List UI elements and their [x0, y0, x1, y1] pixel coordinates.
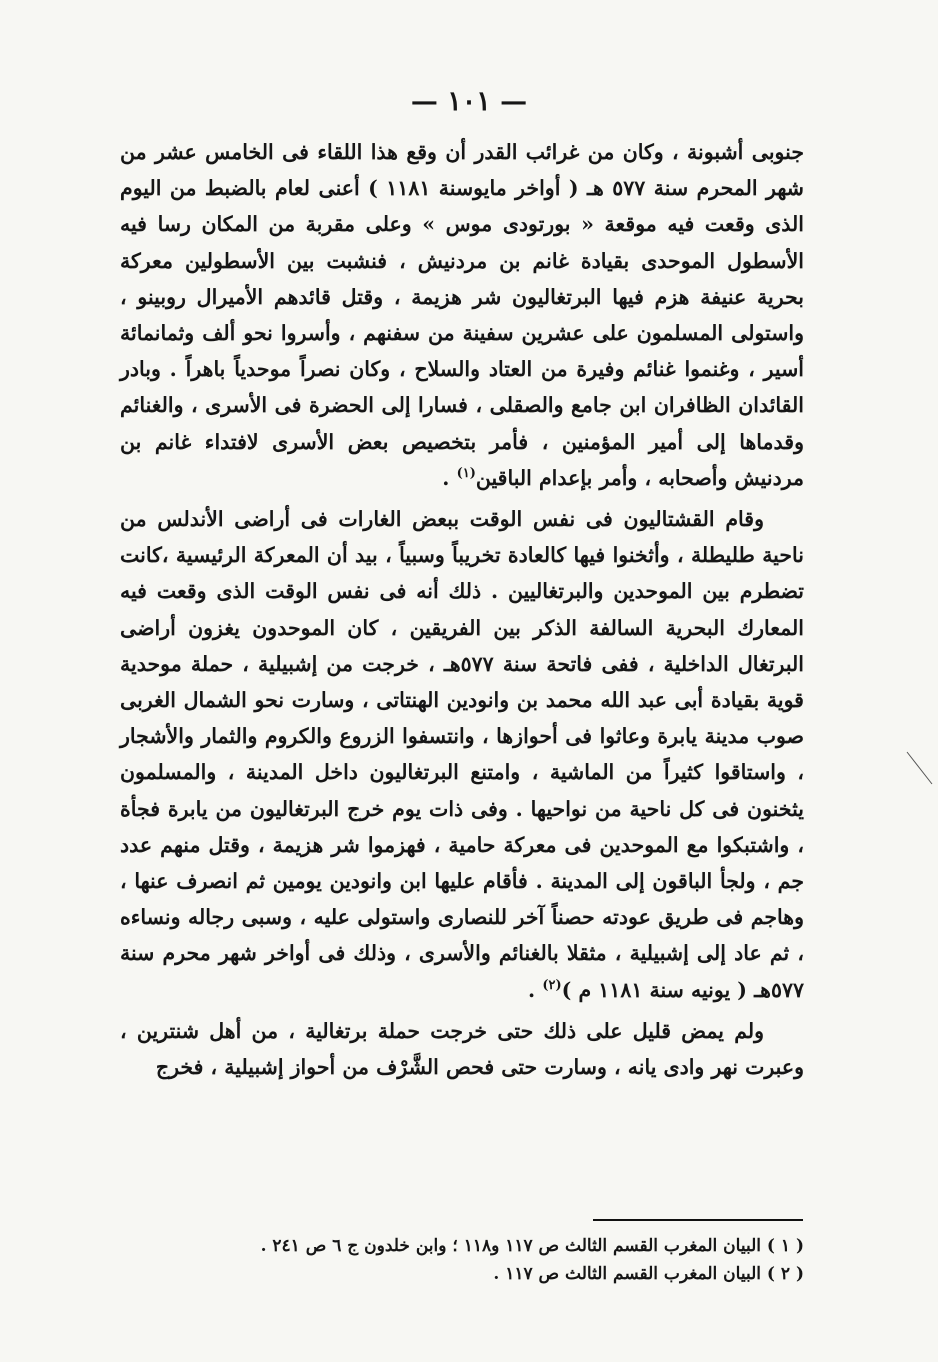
- footnotes: [170, 1232, 804, 1288]
- paragraph-end: .: [442, 465, 457, 490]
- footnote-divider: [593, 1219, 803, 1221]
- paragraph-end: .: [528, 977, 543, 1002]
- paragraph-text: جنوبى أشبونة ، وكان من غرائب القدر أن وقع هذا اللقاء فى الخامس عشر من شهر المحرم سنة ٥٧٧ هـ ( أواخر مايوسنة ١١٨١ ) أعنى لعام بالضبط من اليوم الذى وقعت فيه موقعة « بورتودى موس » وعلى مقربة من المكان رسا فيه الأسطول الموحدى بقيادة غانم بن مردنيش ، فنشبت بين الأسطولين معركة بحرية عنيفة هزم فيها البرتغاليون شر هزيمة ، وقتل قائدهم الأميرال روبينو ، واستولى المسلمون على عشرين سفينة من سفنهم ، وأسروا نحو ألف وثمانمائة أسير ، وغنموا غنائم وفيرة من العتاد والسلاح ، وكان نصراً موحدياً باهراً . وبادر القائدان الظافران ابن جامع والصقلى ، فسارا إلى الحضرة فى الأسرى ، والغنائم وقدماها إلى أمير المؤمنين ، فأمر بتخصيص بعض الأسرى لافتداء غانم بن مردنيش وأصحابه ، وأمر بإعدام الباقين: [120, 140, 804, 490]
- paragraph: [120, 1013, 804, 1085]
- footnote: ( ٢ ) البيان المغرب القسم الثالث ص ١١٧ .: [493, 1264, 804, 1284]
- footnote-reference: (١): [456, 466, 476, 481]
- footnote: ( ١ ) البيان المغرب القسم الثالث ص ١١٧ و١١٨ ؛ وابن خلدون ج ٦ ص ٢٤١ .: [260, 1236, 804, 1256]
- footnote-reference: (٢): [542, 977, 562, 993]
- paragraph-text: وقام القشتاليون فى نفس الوقت ببعض الغارات فى أراضى الأندلس من ناحية طليطلة ، وأثخنوا فيها كالعادة تخريباً وسبياً ، بيد أن المعركة الرئيسية ،كانت تضطرم بين الموحدين والبرتغاليين . ذلك أنه فى نفس الوقت الذى وقعت فيه المعارك البحرية السالفة الذكر بين الفريقين ، كان الموحدون يغزون أراضى البرتغال الداخلية ، ففى فاتحة سنة ٥٧٧هـ ، خرجت من إشبيلية ، حملة موحدية قوية بقيادة أبى عبد الله محمد بن وانودين الهنتاتى ، وسارت نحو الشمال الغربى صوب مدينة يابرة وعاثوا فى أحوازها ، وانتسفوا الزروع والكروم والثمار والأشجار ، واستاقوا كثيراً من الماشية ، وامتنع البرتغاليون داخل المدينة ، والمسلمون يثخنون فى كل ناحية من نواحيها . وفى ذات يوم خرج البرتغاليون من يابرة فجأة ، واشتبكوا مع الموحدين فى معركة حامية ، فهزموا شر هزيمة ، وقتل منهم عدد جم ، ولجأ الباقون إلى المدينة . فأقام عليها ابن وانودين يومين ثم انصرف عنها ، وهاجم فى طريق عودته حصناً آخر للنصارى واستولى عليه ، وسبى رجاله ونساءه ، ثم عاد إلى إشبيلية ، مثقلا بالغنائم والأسرى ، وذلك فى أواخر شهر محرم سنة ٥٧٧هـ ( يونيه سنة ١١٨١ م ): [120, 507, 804, 1002]
- paragraph-text: ولم يمض قليل على ذلك حتى خرجت حملة برتغالية ، من أهل شنترين ، وعبرت نهر وادى يانه ، وسارت حتى فحص الشَّرْف من أحواز إشبيلية ، فخرج: [120, 1018, 804, 1080]
- page-number: — ١٠١ —: [410, 86, 528, 117]
- body-text: [120, 134, 804, 1085]
- paragraph: [120, 501, 804, 1008]
- stray-pen-mark: [905, 750, 935, 786]
- paragraph: [120, 134, 804, 496]
